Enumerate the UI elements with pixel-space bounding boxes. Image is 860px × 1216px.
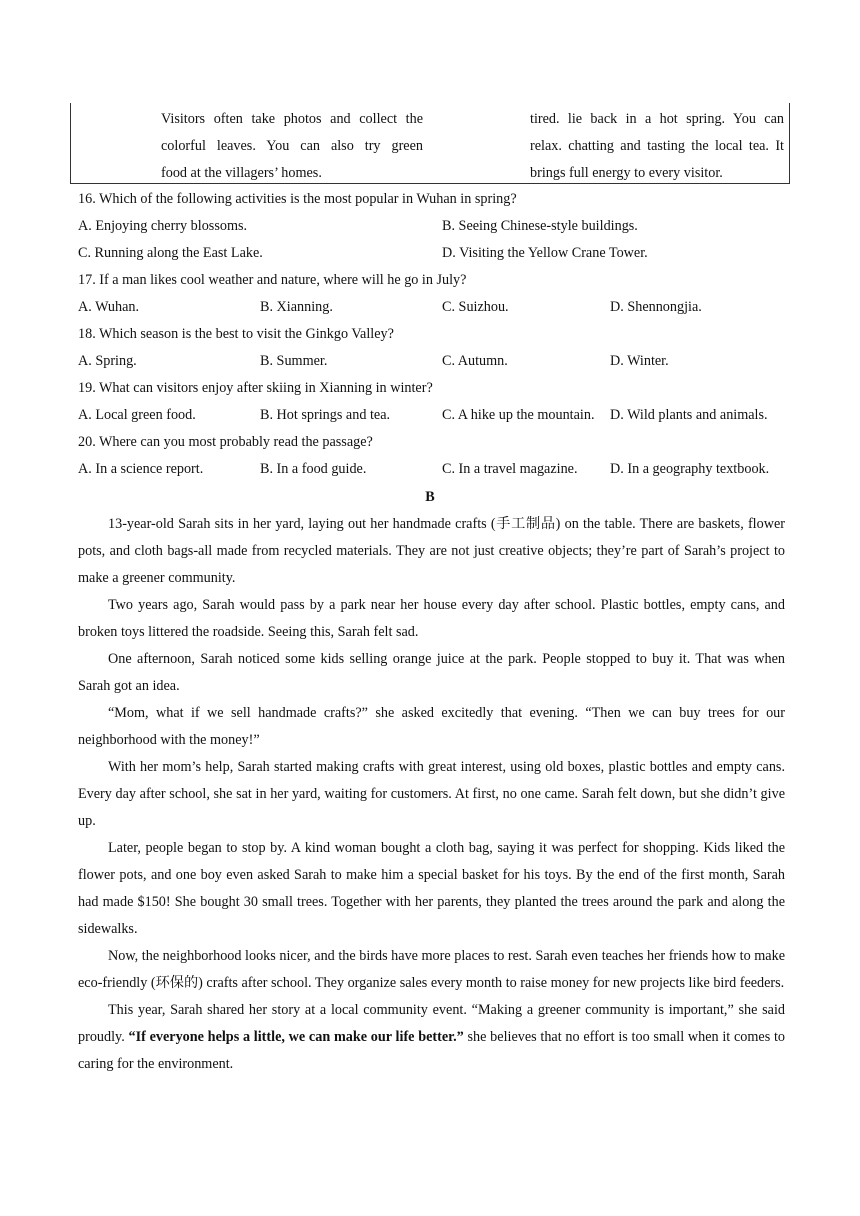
q20-option-d: D. In a geography textbook. [610,461,770,477]
q19-option-c: C. A hike up the mountain. [442,407,595,423]
q17-option-a: A. Wuhan. [78,299,140,315]
question-20: 20. Where can you most probably read the passage? [78,434,373,450]
question-17: 17. If a man likes cool weather and nature, where will he go in July? [78,272,467,288]
passage-paragraph-8 [78,997,785,1078]
passage-paragraph-3: One afternoon, Sarah noticed some kids selling orange juice at the park. People stopped to buy it. That was when Sarah got an idea. [78,651,785,694]
table-left-line-3: food at the villagers’ homes. [161,165,322,181]
table-left-line-1: Visitors often take photos and collect the [161,111,423,127]
passage-paragraph-7: Now, the neighborhood looks nicer, and the birds have more places to rest. Sarah even teaches her friends how to make eco-friendly (环保的) crafts after school. They organize sales every month to raise money for new projects like bird feeders. [78,948,785,991]
question-18: 18. Which season is the best to visit the Ginkgo Valley? [78,326,394,342]
q17-option-c: C. Suizhou. [442,299,509,315]
q20-option-b: B. In a food guide. [260,461,367,477]
passage-paragraph-6: Later, people began to stop by. A kind woman bought a cloth bag, saying it was perfect for shopping. Kids liked the flower pots, and one boy even asked Sarah to make him a special basket for his toys. By the end of the first month, Sarah had made $150! She bought 30 small trees. Together with her parents, they planted the trees around the park and along the sidewalks. [78,840,785,937]
paragraph-8-bold-quote: “If everyone helps a little, we can make our life better.” [128,1029,464,1045]
question-16: 16. Which of the following activities is the most popular in Wuhan in spring? [78,191,517,207]
q20-option-c: C. In a travel magazine. [442,461,578,477]
q16-option-c: C. Running along the East Lake. [78,245,263,261]
table-right-line-3: brings full energy to every visitor. [530,165,723,181]
q16-option-a: A. Enjoying cherry blossoms. [78,218,248,234]
q16-option-d: D. Visiting the Yellow Crane Tower. [442,245,648,261]
section-b-heading: B [425,489,435,505]
paragraph-8-end: she believes that no effort is too small when it comes to caring for the environment. [78,1029,785,1072]
q18-option-d: D. Winter. [610,353,669,369]
attractions-table-fragment [70,103,790,184]
passage-b [78,511,785,1078]
q18-option-b: B. Summer. [260,353,328,369]
q17-option-b: B. Xianning. [260,299,333,315]
q18-option-c: C. Autumn. [442,353,508,369]
paragraph-8-start: This year, Sarah shared her story at a local community event. “Making a greener community is important,” she said proudly. [78,1002,785,1045]
table-left-line-2: colorful leaves. You can also try green [161,138,423,154]
q17-option-d: D. Shennongjia. [610,299,702,315]
passage-paragraph-1: 13-year-old Sarah sits in her yard, laying out her handmade crafts (手工制品) on the table. There are baskets, flower pots, and cloth bags-all made from recycled materials. They are not just creative objects; they’re part of Sarah’s project to make a greener community. [78,516,785,586]
table-cell-right [530,106,784,187]
q19-option-a: A. Local green food. [78,407,196,423]
q16-option-b: B. Seeing Chinese-style buildings. [442,218,638,234]
table-cell-left [161,106,423,187]
passage-paragraph-2: Two years ago, Sarah would pass by a park near her house every day after school. Plastic bottles, empty cans, and broken toys littered the roadside. Seeing this, Sarah felt sad. [78,597,785,640]
q18-option-a: A. Spring. [78,353,137,369]
table-right-line-1: tired. lie back in a hot spring. You can [530,111,784,127]
q19-option-b: B. Hot springs and tea. [260,407,391,423]
passage-paragraph-4: “Mom, what if we sell handmade crafts?” she asked excitedly that evening. “Then we can buy trees for our neighborhood with the money!” [78,705,785,748]
table-right-line-2: relax. chatting and tasting the local tea. It [530,138,784,154]
q19-option-d: D. Wild plants and animals. [610,407,768,423]
q20-option-a: A. In a science report. [78,461,204,477]
passage-paragraph-5: With her mom’s help, Sarah started making crafts with great interest, using old boxes, plastic bottles and empty cans. Every day after school, she sat in her yard, waiting for customers. At first, no one came. Sarah felt down, but she didn’t give up. [78,759,785,829]
question-19: 19. What can visitors enjoy after skiing in Xianning in winter? [78,380,433,396]
